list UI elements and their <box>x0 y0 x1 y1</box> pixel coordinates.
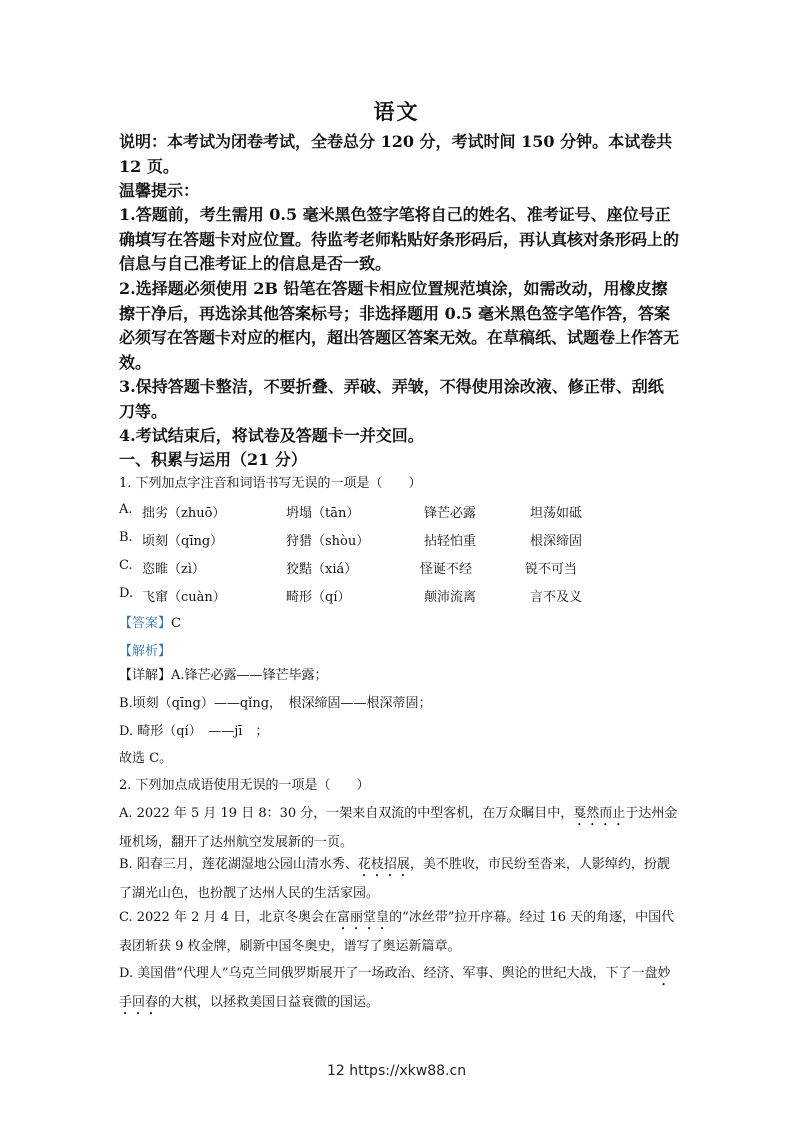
option-word-4: 锐不可当 <box>525 562 578 577</box>
exam-intro: 说明：本考试为闭卷考试，全卷总分 120 分，考试时间 150 分钟。本试卷共 12 页。 <box>119 132 673 176</box>
option-word-1: 拙劣（zhuō） <box>142 506 226 521</box>
option-letter: A. <box>119 502 133 517</box>
section-heading: 一、积累与运用（21 分） <box>119 450 307 469</box>
option-word-3: 锋芒必露 <box>424 506 477 521</box>
answer-line <box>119 612 181 631</box>
dotted-idiom: 戛然而止 <box>573 806 626 821</box>
option-letter: C. <box>119 558 133 573</box>
option-letter: D. <box>119 586 134 601</box>
detail-line-2: B.顷刻（qīng）——qǐng， 根深缔固——根深蒂固； <box>119 696 432 711</box>
conclusion: 故选 C。 <box>119 751 173 766</box>
option-word-3: 拈轻怕重 <box>424 534 477 549</box>
option-text: A. 2022 年 5 月 19 日 8：30 分，一架来自双流的中型客机，在万众瞩目中， <box>119 806 574 821</box>
q2-option-b <box>119 851 679 907</box>
tip-1: 1.答题前，考生需用 0.5 毫米黑色签字笔将自己的姓名、准考证号、座位号正确填写在答题卡对应位置。待监考老师粘贴好条形码后，再认真核对条形码上的信息与自己准考证上的信息是否一致。 <box>119 205 680 273</box>
page-title: 语文 <box>373 99 420 124</box>
option-text: 的“冰丝带”拉开序幕。经过 16 天的角逐，中国代表团斩获 9 枚金牌，刷新中国冬奥史，谱写了奥运新篇章。 <box>119 910 675 954</box>
analysis-tag: 【解析】 <box>119 644 172 659</box>
answer-tag: 【答案】 <box>119 616 172 631</box>
dotted-idiom: 花枝招展 <box>357 857 410 872</box>
option-word-2: 畸形（qí） <box>286 590 351 605</box>
option-letter: B. <box>119 530 133 545</box>
option-text: B. 阳春三月，莲花湖湿地公园山清水秀、 <box>119 857 358 872</box>
detail-line-1: 【详解】A.锋芒必露——锋芒毕露； <box>119 668 328 683</box>
tip-4: 4.考试结束后，将试卷及答题卡一并交回。 <box>119 426 424 445</box>
option-word-4: 根深缔固 <box>530 534 583 549</box>
option-word-2: 狡黠（xiá） <box>286 562 358 577</box>
option-text: ，美不胜收，市民纷至沓来，人影绰约，扮靓了湖光山色，也扮靓了达州人民的生活家园。 <box>119 857 670 901</box>
detail-line-3: D. 畸形（qí） ——jī ； <box>119 724 269 739</box>
question-1-stem: 1. 下列加点字注音和词语书写无误的一项是（ ） <box>119 476 422 491</box>
tip-3: 3.保持答题卡整洁，不要折叠、弄破、弄皱，不得使用涂改液、修正带、刮纸刀等。 <box>119 377 664 421</box>
option-word-1: 顷刻（qīng） <box>142 534 224 549</box>
tip-2: 2.选择题必须使用 2B 铅笔在答题卡相应位置规范填涂，如需改动，用橡皮擦擦干净后，再选涂其他答案标号；非选择题用 0.5 毫米黑色签字笔作答，答案必须写在答题卡对应的框内，超出答题区答案无效。在草稿纸、试题卷上作答无效。 <box>119 279 680 372</box>
option-word-1: 恣睢（zì） <box>142 562 206 577</box>
option-text: 的大棋，以拯救美国日益衰微的国运。 <box>158 995 380 1010</box>
option-word-1: 飞窜（cuàn） <box>142 590 226 605</box>
dotted-idiom: 妙手回春 <box>119 966 671 1010</box>
question-2-stem: 2. 下列加点成语使用无误的一项是（ ） <box>119 778 370 793</box>
option-text: C. 2022 年 2 月 4 日，北京冬奥会在 <box>119 910 338 925</box>
option-word-3: 怪诞不经 <box>420 562 473 577</box>
option-word-3: 颠沛流离 <box>424 590 477 605</box>
dotted-idiom: 富丽堂皇 <box>337 910 390 925</box>
option-word-2: 坍塌（tān） <box>286 506 360 521</box>
option-text: 于达州金垭机场，翻开了达州航空发展新的一页。 <box>119 806 678 850</box>
answer-value: C <box>171 616 181 631</box>
option-word-4: 坦荡如砥 <box>530 506 583 521</box>
tips-heading: 温馨提示： <box>119 181 200 200</box>
option-word-2: 狩猎（shòu） <box>286 534 370 549</box>
q2-option-c <box>119 904 679 960</box>
option-word-4: 言不及义 <box>530 590 583 605</box>
option-text: D. 美国借“代理人”乌克兰同俄罗斯展开了一场政治、经济、军事、舆论的世纪大战，下了一盘 <box>119 966 658 981</box>
q2-option-a <box>119 800 679 856</box>
q2-option-d <box>119 960 679 1018</box>
page-footer: 12 https://xkw88.cn <box>326 1063 467 1079</box>
